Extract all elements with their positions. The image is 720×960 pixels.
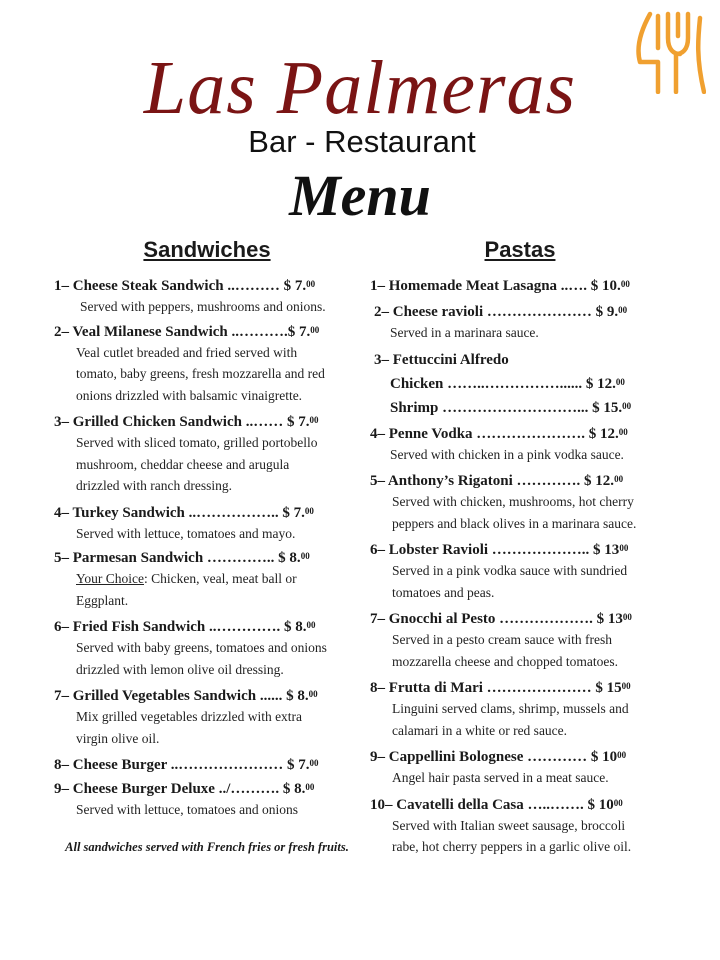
price-cents: 00	[622, 612, 632, 622]
menu-item-description: mozzarella cheese and chopped tomatoes.	[392, 653, 619, 669]
menu-item	[370, 609, 670, 672]
menu-item-description: Your Choice: Chicken, veal, meat ball or	[76, 571, 297, 586]
menu-item-name: 2– Veal Milanese Sandwich ..……….$ 7.00	[54, 323, 320, 340]
menu-item	[370, 678, 670, 741]
menu-item	[370, 350, 670, 370]
pastas-column	[370, 236, 670, 864]
menu-item-description: Served in a pesto cream sauce with fresh	[392, 632, 613, 647]
restaurant-subtitle: Bar - Restaurant	[248, 124, 476, 159]
menu-item-description: Veal cutlet breaded and fried served with	[76, 344, 298, 360]
menu-item-name: 4– Penne Vodka …………………. $ 12.00	[370, 425, 628, 442]
sandwiches-column	[54, 236, 360, 857]
menu-item-description: Mix grilled vegetables drizzled with extra	[76, 709, 303, 724]
price-cents: 00	[619, 543, 629, 553]
menu-item-description: mushroom, cheddar cheese and arugula	[76, 456, 290, 472]
sandwiches-title: Sandwiches	[143, 237, 271, 262]
menu-item-description: Served with Italian sweet sausage, broccoli	[392, 817, 626, 833]
menu-item	[54, 412, 360, 497]
pastas-title: Pastas	[484, 237, 556, 262]
menu-item-name: 2– Cheese ravioli ………………… $ 9.00	[374, 304, 628, 320]
menu-item	[370, 276, 670, 296]
menu-item-description: virgin olive oil.	[76, 730, 160, 746]
menu-item-description: Eggplant.	[76, 592, 129, 608]
price-cents: 00	[618, 426, 628, 437]
menu-item-description: Served with chicken, mushrooms, hot cherry	[392, 494, 634, 509]
menu-item-name: 7– Grilled Vegetables Sandwich ...... $ 8.00	[54, 688, 318, 704]
price-cents: 00	[310, 324, 320, 335]
price-cents: 00	[304, 505, 314, 516]
menu-item-name: 1– Homemade Meat Lasagna ..…. $ 10.00	[370, 278, 630, 294]
menu-item-description: tomato, baby greens, fresh mozzarella and red	[76, 366, 325, 381]
menu-item-description: Served with peppers, mushrooms and onions.	[80, 299, 326, 314]
price-cents: 00	[305, 782, 315, 792]
menu-item-name: 7– Gnocchi al Pesto ………………. $ $13^{00}$	[370, 611, 632, 627]
price-cents: 00	[309, 758, 319, 768]
menu-item-name: 9– Cappellini Bolognese ………… $ $10^{00}$	[370, 749, 627, 765]
menu-item-name: 6– Lobster Ravioli ……………….. $ $13^{00}$	[370, 542, 629, 558]
menu-item-name: Shrimp ………………………... $ 15.00	[390, 399, 632, 416]
menu-item-description: Linguini served clams, shrimp, mussels and	[392, 701, 629, 716]
menu-item-description: tomatoes and peas.	[392, 584, 495, 600]
menu-item-name: 4– Turkey Sandwich ..…………….. $ 7.00	[54, 504, 314, 521]
price-cents: 00	[622, 400, 632, 411]
price-cents: 00	[618, 305, 628, 315]
menu-item	[370, 424, 670, 466]
menu-item-description: Served with lettuce, tomatoes and mayo.	[76, 525, 296, 541]
menu-item-name: 3– Fettuccini Alfredo	[374, 351, 509, 368]
menu-item	[54, 755, 360, 775]
menu-item	[370, 795, 670, 858]
menu-item-name: 8– Cheese Burger ..………………… $ 7.00	[54, 757, 319, 773]
menu-item-name: 8– Frutta di Mari ………………… $ $15^{00}$	[370, 680, 631, 696]
menu-item-description: onions drizzled with balsamic vinaigrette.	[76, 387, 303, 403]
price-cents: 00	[614, 474, 624, 484]
menu-item	[54, 779, 360, 821]
sandwiches-note: All sandwiches served with French fries or fresh fruits.	[65, 839, 349, 854]
menu-item-description: Served with chicken in a pink vodka sauce.	[390, 446, 624, 462]
price-cents: 00	[309, 415, 319, 425]
menu-item	[370, 398, 670, 418]
menu-item-name: 6– Fried Fish Sandwich ..…………. $ 8.00	[54, 619, 316, 635]
menu-item	[54, 322, 360, 407]
menu-item-name: 5– Anthony’s Rigatoni …………. $ 12.00	[370, 473, 624, 489]
price-cents: 00	[621, 681, 631, 691]
menu-item-name: 5– Parmesan Sandwich ………….. $ 8.00	[54, 550, 310, 566]
menu-item-description: Served in a pink vodka sauce with sundried	[392, 563, 628, 578]
pasta-list	[370, 276, 670, 858]
menu-item-description: peppers and black olives in a marinara sauce.	[392, 515, 637, 531]
menu-item-name: 10– Cavatelli della Casa …..……. $ $10^{00}$	[370, 796, 623, 813]
menu-item-description: Angel hair pasta served in a meat sauce.	[392, 770, 609, 785]
price-cents: 00	[613, 797, 623, 808]
menu-item-description: Served in a marinara sauce.	[390, 325, 539, 340]
menu-item	[370, 471, 670, 534]
menu-item-description: Served with lettuce, tomatoes and onions	[76, 802, 298, 817]
price-cents: 00	[620, 279, 630, 289]
menu-item-name: Chicken ……..……………...... $ 12.00	[390, 375, 625, 392]
menu-item-description: Served with baby greens, tomatoes and onions	[76, 640, 327, 655]
menu-heading: Menu	[289, 163, 431, 228]
sandwich-list	[54, 276, 360, 821]
menu-item	[54, 548, 360, 611]
menu-item	[370, 374, 670, 394]
menu-item	[370, 540, 670, 603]
price-cents: 00	[306, 620, 316, 630]
menu-item	[54, 686, 360, 749]
menu-item	[370, 747, 670, 789]
price-cents: 00	[300, 551, 310, 561]
restaurant-name: Las Palmeras	[143, 46, 577, 130]
menu-item	[54, 617, 360, 680]
price-cents: 00	[308, 689, 318, 699]
menu-item-description: rabe, hot cherry peppers in a garlic olive oil.	[392, 839, 632, 854]
menu-item-description: drizzled with lemon olive oil dressing.	[76, 661, 284, 677]
menu-item	[54, 276, 360, 318]
menu-item-name: 9– Cheese Burger Deluxe ../………. $ 8.00	[54, 781, 315, 797]
menu-item-description: drizzled with ranch dressing.	[76, 478, 232, 493]
menu-item	[370, 302, 670, 344]
price-cents: 00	[615, 376, 625, 387]
menu-item-description: Served with sliced tomato, grilled portobello	[76, 435, 318, 450]
menu-item-name: 1– Cheese Steak Sandwich ..……… $ 7.00	[54, 278, 316, 294]
menu-item-description: calamari in a white or red sauce.	[392, 722, 568, 738]
price-cents: 00	[306, 279, 316, 289]
menu-item	[54, 503, 360, 545]
price-cents: 00	[617, 750, 627, 760]
menu-item-name: 3– Grilled Chicken Sandwich ..…… $ 7.00	[54, 414, 319, 430]
